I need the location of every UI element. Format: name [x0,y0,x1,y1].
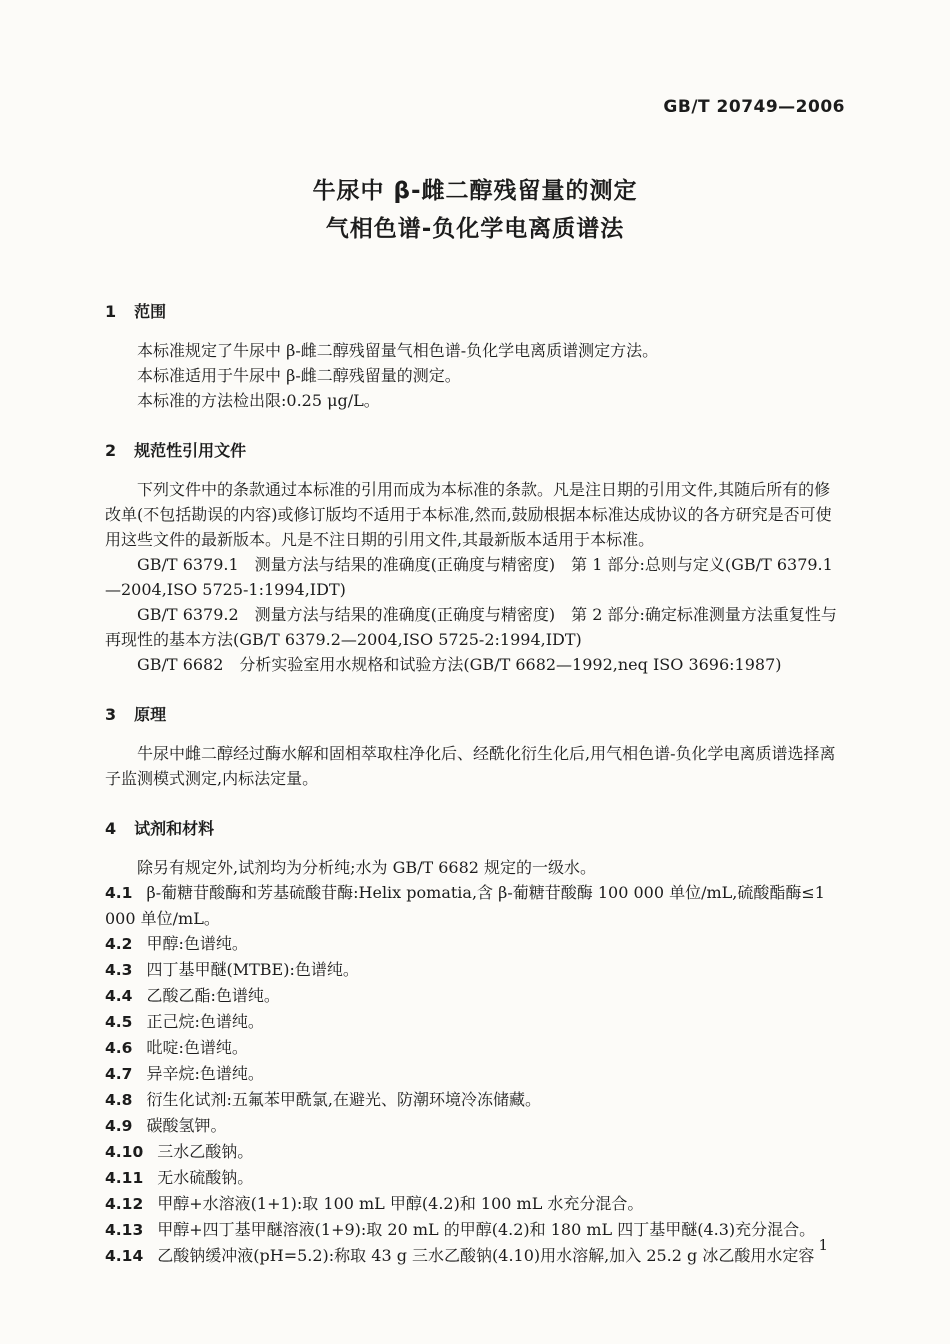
section-heading-references [105,439,845,463]
section-heading-reagents [105,817,845,841]
reference-item-2: GB/T 6379.2 测量方法与结果的准确度(正确度与精密度) 第 2 部分:确定标准测量方法重复性与再现性的基本方法(GB/T 6379.2—2004,ISO 5725-2:1994,IDT) [105,605,837,649]
reagent-item [105,1087,845,1113]
principle-paragraph: 牛尿中雌二醇经过酶水解和固相萃取柱净化后、经酰化衍生化后,用气相色谱-负化学电离质谱选择离子监测模式测定,内标法定量。 [105,744,836,788]
reagent-item [105,1191,845,1217]
reference-item-3: GB/T 6682 分析实验室用水规格和试验方法(GB/T 6682—1992,neq ISO 3696:1987) [137,655,782,674]
section-reagents [105,817,845,1269]
item-number: 4.14 [105,1247,144,1265]
reagents-intro: 除另有规定外,试剂均为分析纯;水为 GB/T 6682 规定的一级水。 [137,858,597,877]
section-normative-references [105,439,845,677]
item-text: 正己烷:色谱纯。 [146,1012,264,1031]
reagent-item [105,1009,845,1035]
reagent-item [105,1113,845,1139]
page-number: 1 [818,1236,828,1254]
item-text: 三水乙酸钠。 [157,1142,254,1161]
title-line-1: 牛尿中 β-雌二醇残留量的测定 [312,178,638,204]
item-text: 甲醇+四丁基甲醚溶液(1+9):取 20 mL 的甲醇(4.2)和 180 mL 四丁基甲醚(4.3)充分混合。 [157,1220,816,1239]
item-text: 吡啶:色谱纯。 [146,1038,248,1057]
item-text: β-葡糖苷酸酶和芳基硫酸苷酶:Helix pomatia,含 β-葡糖苷酸酶 100 000 单位/mL,硫酸酯酶≤1 000 单位/mL。 [105,883,825,928]
reagent-item [105,983,845,1009]
reagent-item [105,931,845,957]
reagent-item [105,957,845,983]
reagent-item [105,1165,845,1191]
item-number: 4.13 [105,1221,144,1239]
section-number: 2 [105,441,117,460]
item-number: 4.12 [105,1195,144,1213]
item-number: 4.6 [105,1039,133,1057]
item-text: 甲醇+水溶液(1+1):取 100 mL 甲醇(4.2)和 100 mL 水充分混合。 [157,1194,644,1213]
reagent-item [105,880,845,931]
reagent-item [105,1139,845,1165]
section-title: 范围 [134,302,167,321]
item-text: 无水硫酸钠。 [157,1168,254,1187]
section-scope [105,300,845,413]
section-principle [105,703,845,791]
item-number: 4.2 [105,935,133,953]
section-number: 3 [105,705,117,724]
item-number: 4.1 [105,884,133,902]
reagent-item [105,1061,845,1087]
section-heading-scope [105,300,845,324]
item-text: 衍生化试剂:五氟苯甲酰氯,在避光、防潮环境冷冻储藏。 [146,1090,541,1109]
item-text: 四丁基甲醚(MTBE):色谱纯。 [146,960,359,979]
section-heading-principle [105,703,845,727]
section-number: 4 [105,819,117,838]
item-text: 甲醇:色谱纯。 [146,934,248,953]
reagent-item [105,1243,845,1269]
reagent-item [105,1035,845,1061]
item-text: 乙酸乙酯:色谱纯。 [146,986,280,1005]
references-paragraph: 下列文件中的条款通过本标准的引用而成为本标准的条款。凡是注日期的引用文件,其随后所有的修改单(不包括勘误的内容)或修订版均不适用于本标准,然而,鼓励根据本标准达成协议的各方研究是否可使用这些文件的最新版本。凡是不注日期的引用文件,其最新版本适用于本标准。 [105,480,832,549]
scope-paragraph-3: 本标准的方法检出限:0.25 μg/L。 [137,391,380,410]
item-number: 4.5 [105,1013,133,1031]
standard-number: GB/T 20749—2006 [663,97,845,117]
item-number: 4.3 [105,961,133,979]
section-title: 规范性引用文件 [134,441,247,460]
scope-paragraph-2: 本标准适用于牛尿中 β-雌二醇残留量的测定。 [137,366,461,385]
item-number: 4.9 [105,1117,133,1135]
scope-paragraph-1: 本标准规定了牛尿中 β-雌二醇残留量气相色谱-负化学电离质谱测定方法。 [137,341,659,360]
section-title: 试剂和材料 [134,819,215,838]
title-line-2: 气相色谱-负化学电离质谱法 [325,216,625,242]
item-number: 4.11 [105,1169,144,1187]
section-number: 1 [105,302,117,321]
item-text: 碳酸氢钾。 [146,1116,227,1135]
section-title: 原理 [134,705,167,724]
item-number: 4.8 [105,1091,133,1109]
item-number: 4.10 [105,1143,144,1161]
item-number: 4.4 [105,987,133,1005]
document-title [105,172,845,248]
reagent-item [105,1217,845,1243]
item-text: 乙酸钠缓冲液(pH=5.2):称取 43 g 三水乙酸钠(4.10)用水溶解,加入 25.2 g 冰乙酸用水定容 [157,1246,815,1265]
reference-item-1: GB/T 6379.1 测量方法与结果的准确度(正确度与精密度) 第 1 部分:总则与定义(GB/T 6379.1—2004,ISO 5725-1:1994,IDT) [105,555,833,599]
item-number: 4.7 [105,1065,133,1083]
item-text: 异辛烷:色谱纯。 [146,1064,264,1083]
